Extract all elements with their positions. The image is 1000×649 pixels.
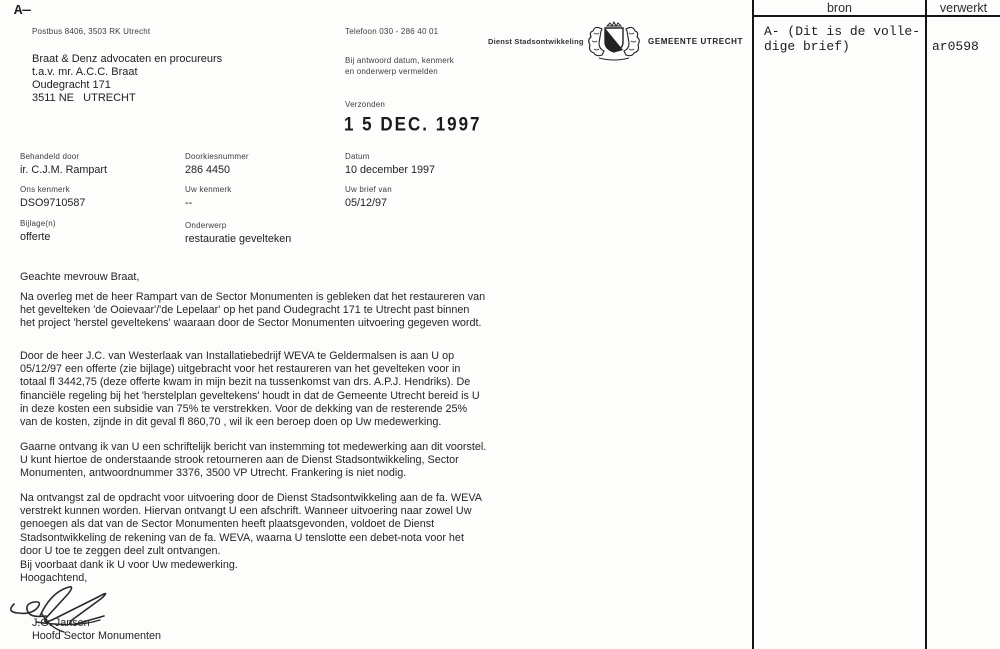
field-value: offerte: [20, 231, 51, 243]
field-value: restauratie gevelteken: [185, 233, 292, 245]
field-label: Behandeld door: [20, 152, 80, 161]
bron-annotation-line: dige brief): [764, 38, 850, 54]
field-label: Doorkiesnummer: [185, 152, 249, 161]
valediction: Hoogachtend,: [20, 572, 88, 584]
department-name: Dienst Stadsontwikkeling: [488, 37, 584, 46]
field-bijlagen: [20, 219, 56, 243]
field-label: Bijlage(n): [20, 219, 56, 228]
reply-instruction-line: en onderwerp vermelden: [345, 67, 438, 76]
recipient-address-block: [32, 53, 222, 105]
recipient-line: Braat & Denz advocaten en procureurs: [32, 53, 223, 65]
field-label: Ons kenmerk: [20, 185, 70, 194]
field-onderwerp: [185, 221, 291, 245]
column-header-verwerkt: verwerkt: [939, 1, 988, 15]
date-stamp: 1 5 DEC. 1997: [344, 113, 482, 135]
panel-left-border: [752, 0, 754, 649]
paragraph: Door de heer J.C. van Westerlaak van Installatiebedrijf WEVA te Geldermalsen is aan U op 05/12/97 een offerte (zie bijlage) uitgebracht voor het restaureren van het gevelteken voor in totaal fl 3442,75 (deze offerte kwam in mijn bezit na tussenkomst van drs. A.P.J. Hendriks). De financiële regeling bij het 'herstelplan geveltekens' houdt in dat de Gemeente Utrecht bereid is U in deze kosten een subsidie van 75% te verstrekken. Voor de dekking van de resterende 25% van de kosten, zijnde in dit geval fl 860,70 , wil ik een beroep doen op Uw medewerking.: [20, 350, 480, 429]
field-label: Uw kenmerk: [185, 185, 232, 194]
field-value: ir. C.J.M. Rampart: [20, 164, 107, 176]
panel-column-divider: [925, 0, 927, 649]
field-doorkiesnummer: [185, 152, 249, 176]
field-value: 286 4450: [185, 164, 231, 176]
field-uw-kenmerk: [185, 185, 231, 209]
field-label: Datum: [345, 152, 370, 161]
reply-instruction: [345, 55, 454, 77]
recipient-line: Oudegracht 171: [32, 79, 111, 91]
recipient-line: 3511 NE UTRECHT: [32, 92, 136, 104]
closing-line: Bij voorbaat dank ik U voor Uw medewerking.: [20, 559, 238, 571]
bron-annotation-line: A- (Dit is de volle-: [764, 24, 921, 39]
field-ons-kenmerk: [20, 185, 85, 209]
field-value: 05/12/97: [345, 197, 388, 209]
sent-label: Verzonden: [345, 100, 386, 109]
municipality-name: GEMEENTE UTRECHT: [648, 37, 743, 46]
field-label: Onderwerp: [185, 221, 227, 230]
paragraph: Na ontvangst zal de opdracht voor uitvoering door de Dienst Stadsontwikkeling aan de fa. WEVA verstrekt kunnen worden. Hiervan ontvangt U een afschrift. Wanneer uitvoering naar zowel Uw genoegen als dat van de Sector Monumenten heeft plaatsgevonden, voldoet de Dienst Stadsontwikkeling de rekening van de fa. WEVA, waarna U tenslotte een debet-nota voor het door U toe te zeggen deel zult ontvangen.: [20, 492, 482, 557]
field-datum: [345, 152, 435, 176]
salutation: Geachte mevrouw Braat,: [20, 271, 140, 283]
field-value: DSO9710587: [20, 197, 86, 209]
column-header-bron: bron: [826, 1, 853, 15]
verwerkt-code: ar0598: [932, 39, 979, 54]
bron-annotation: [764, 25, 920, 54]
field-uw-brief-van: [345, 185, 392, 209]
field-value: --: [185, 197, 193, 209]
utrecht-coat-of-arms-icon: [585, 20, 643, 62]
field-value: 10 december 1997: [345, 164, 436, 176]
signer-name: J.G. Jansen: [32, 617, 90, 629]
signer-title: Hoofd Sector Monumenten: [32, 630, 162, 642]
page-mark: A—: [14, 3, 31, 19]
phone-line: Telefoon 030 - 286 40 01: [345, 27, 439, 36]
recipient-line: t.a.v. mr. A.C.C. Braat: [32, 66, 138, 78]
panel-header-rule: [752, 15, 1000, 17]
field-label: Uw brief van: [345, 185, 392, 194]
paragraph: Na overleg met de heer Rampart van de Sector Monumenten is gebleken dat het restaureren van het gevelteken 'de Ooievaar'/'de Lepelaar' op het pand Oudegracht 171 te Utrecht past binnen het project 'herstel geveltekens' waaraan door de Sector Monumenten uitvoering gegeven wordt.: [20, 291, 486, 330]
field-behandeld-door: [20, 152, 107, 176]
sender-address-line: Postbus 8406, 3503 RK Utrecht: [32, 27, 151, 36]
reply-instruction-line: Bij antwoord datum, kenmerk: [345, 56, 455, 65]
paragraph: Gaarne ontvang ik van U een schriftelijk bericht van instemming tot medewerking aan dit voorstel. U kunt hiertoe de onderstaande strook retourneren aan de Dienst Stadsontwikkeling, Sector Monumenten, antwoordnummer 3376, 3500 VP Utrecht. Frankering is niet nodig.: [20, 441, 487, 480]
